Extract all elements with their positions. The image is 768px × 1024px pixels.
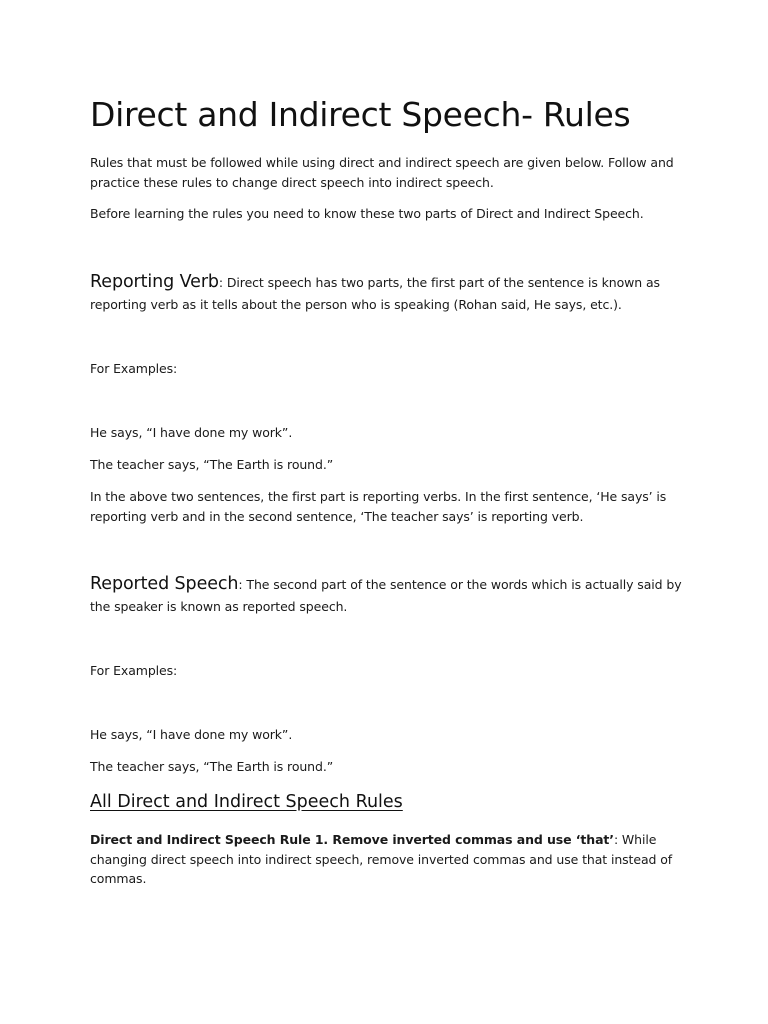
example-sentence: He says, “I have done my work”.	[90, 425, 293, 440]
examples-label: For Examples:	[90, 663, 178, 678]
rule-paragraph	[90, 830, 690, 889]
intro-paragraph: Rules that must be followed while using direct and indirect speech are given below. Follow and practice these rules to change direct speech into indirect speech.	[90, 155, 674, 190]
examples-label: For Examples:	[90, 361, 178, 376]
rule-keyword: that	[580, 832, 610, 847]
intro-paragraph-2: Before learning the rules you need to know these two parts of Direct and Indirect Speech.	[90, 206, 644, 221]
example-sentence: He says, “I have done my work”.	[90, 727, 293, 742]
example-sentence: The teacher says, “The Earth is round.”	[90, 759, 334, 774]
reporting-verb-term: Reporting Verb	[90, 272, 219, 292]
reporting-verb-definition: : Direct speech has two parts, the first part of the sentence is known as reporting verb as it tells about the person who is speaking (Rohan said, He says, etc.).	[90, 275, 660, 312]
section-heading: All Direct and Indirect Speech Rules	[90, 792, 403, 812]
explanation-paragraph: In the above two sentences, the first part is reporting verbs. In the first sentence, ‘He says’ is reporting verb and in the second sentence, ‘The teacher says’ is reporting verb.	[90, 489, 667, 524]
page-title: Direct and Indirect Speech- Rules	[90, 95, 631, 134]
reported-speech-paragraph	[90, 573, 690, 618]
reported-speech-definition: : The second part of the sentence or the words which is actually said by the speaker is known as reported speech.	[90, 577, 682, 614]
rule-body: : While changing direct speech into indirect speech, remove inverted commas and use that instead of commas.	[90, 832, 673, 886]
reported-speech-term: Reported Speech	[90, 574, 239, 594]
reporting-verb-paragraph	[90, 271, 690, 316]
example-sentence: The teacher says, “The Earth is round.”	[90, 457, 334, 472]
rule-title: Direct and Indirect Speech Rule 1. Remove inverted commas and use ‘that’	[90, 832, 614, 847]
